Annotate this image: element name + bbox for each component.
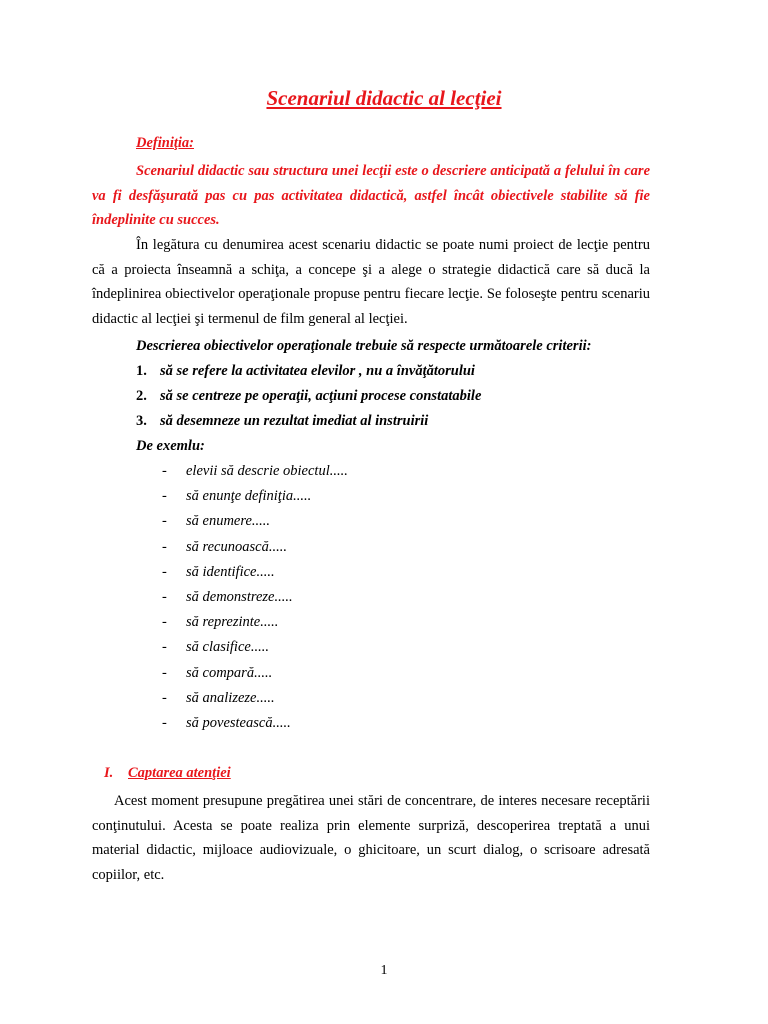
example-item-text: să povestească..... [186, 714, 291, 731]
example-item-text: elevii să descrie obiectul..... [186, 463, 348, 479]
section-title: Captarea atenţiei [128, 765, 231, 781]
example-item [162, 689, 348, 714]
example-item-text: să clasifice..... [186, 639, 269, 656]
example-item [162, 664, 348, 689]
definition-text: Scenariul didactic sau structura unei lecţii este o descriere anticipată a felului în care va fi desfăşurată pas cu pas activitatea didactică, astfel încât obiectivele stabilite să fie îndeplinite cu succes. [92, 163, 650, 228]
bullet-dash: - [162, 689, 167, 706]
example-item-text: să recunoască..... [186, 538, 287, 555]
criteria-heading: Descrierea obiectivelor operaţionale trebuie să respecte următoarele criterii: [136, 338, 592, 354]
example-item [162, 538, 348, 563]
criteria-item-number: 2. [136, 388, 147, 404]
section-heading [104, 765, 231, 782]
example-item [162, 487, 348, 512]
criteria-item [136, 362, 481, 387]
bullet-dash: - [162, 714, 167, 731]
definition-label: Definiţia: [136, 135, 194, 151]
criteria-item-text: să se refere la activitatea elevilor , nu a învăţătorului [160, 363, 475, 379]
bullet-dash: - [162, 563, 167, 580]
criteria-item-text: să se centreze pe operaţii, acţiuni procese constatabile [160, 388, 482, 404]
bullet-dash: - [162, 588, 167, 605]
example-item [162, 588, 348, 613]
example-item-text: să analizeze..... [186, 689, 275, 706]
bullet-dash: - [162, 639, 167, 656]
page-title: Scenariul didactic al lecţiei [266, 86, 502, 110]
bullet-dash: - [162, 538, 167, 555]
criteria-item [136, 412, 481, 437]
example-item-text: să compară..... [186, 664, 273, 681]
criteria-item-number: 3. [136, 413, 147, 429]
example-item [162, 512, 348, 537]
example-item [162, 638, 348, 663]
example-item-text: să demonstreze..... [186, 588, 293, 605]
example-item [162, 563, 348, 588]
section-number: I. [104, 765, 114, 781]
example-item [162, 613, 348, 638]
section-paragraph: Acest moment presupune pregătirea unei stări de concentrare, de interes necesare receptării conţinutului. Acesta se poate realiza prin elemente surpriză, descoperirea treptată a unui material didactic, mijloace audiovizuale, o ghicitoare, un scurt dialog, o scrisoare adresată copiilor, etc. [92, 793, 650, 883]
bullet-dash: - [162, 664, 167, 681]
example-item-text: să enunţe definiţia..... [186, 488, 312, 505]
intro-paragraph: În legătura cu denumirea acest scenariu didactic se poate numi proiect de lecţie pentru că a proiecta înseamnă a schiţa, a concepe şi a alege o strategie didactică care să ducă la îndeplinirea obiectivelor operaţionale propuse pentru fiecare lecţie. Se foloseşte pentru scenariu didactic al lecţiei şi termenul de film general al lecţiei. [92, 237, 650, 327]
example-item [162, 714, 348, 739]
example-item [162, 462, 348, 487]
page-number: 1 [380, 963, 388, 978]
criteria-list [136, 362, 481, 437]
bullet-dash: - [162, 614, 167, 631]
example-item-text: să reprezinte..... [186, 614, 279, 631]
criteria-item-number: 1. [136, 363, 147, 379]
example-item-text: să identifice..... [186, 563, 275, 580]
examples-list [162, 462, 348, 739]
example-item-text: să enumere..... [186, 513, 271, 530]
bullet-dash: - [162, 513, 167, 530]
criteria-item-text: să desemneze un rezultat imediat al instruirii [160, 413, 429, 429]
bullet-dash: - [162, 488, 167, 505]
bullet-dash: - [162, 463, 167, 479]
examples-heading: De exemlu: [136, 438, 205, 454]
criteria-item [136, 387, 481, 412]
